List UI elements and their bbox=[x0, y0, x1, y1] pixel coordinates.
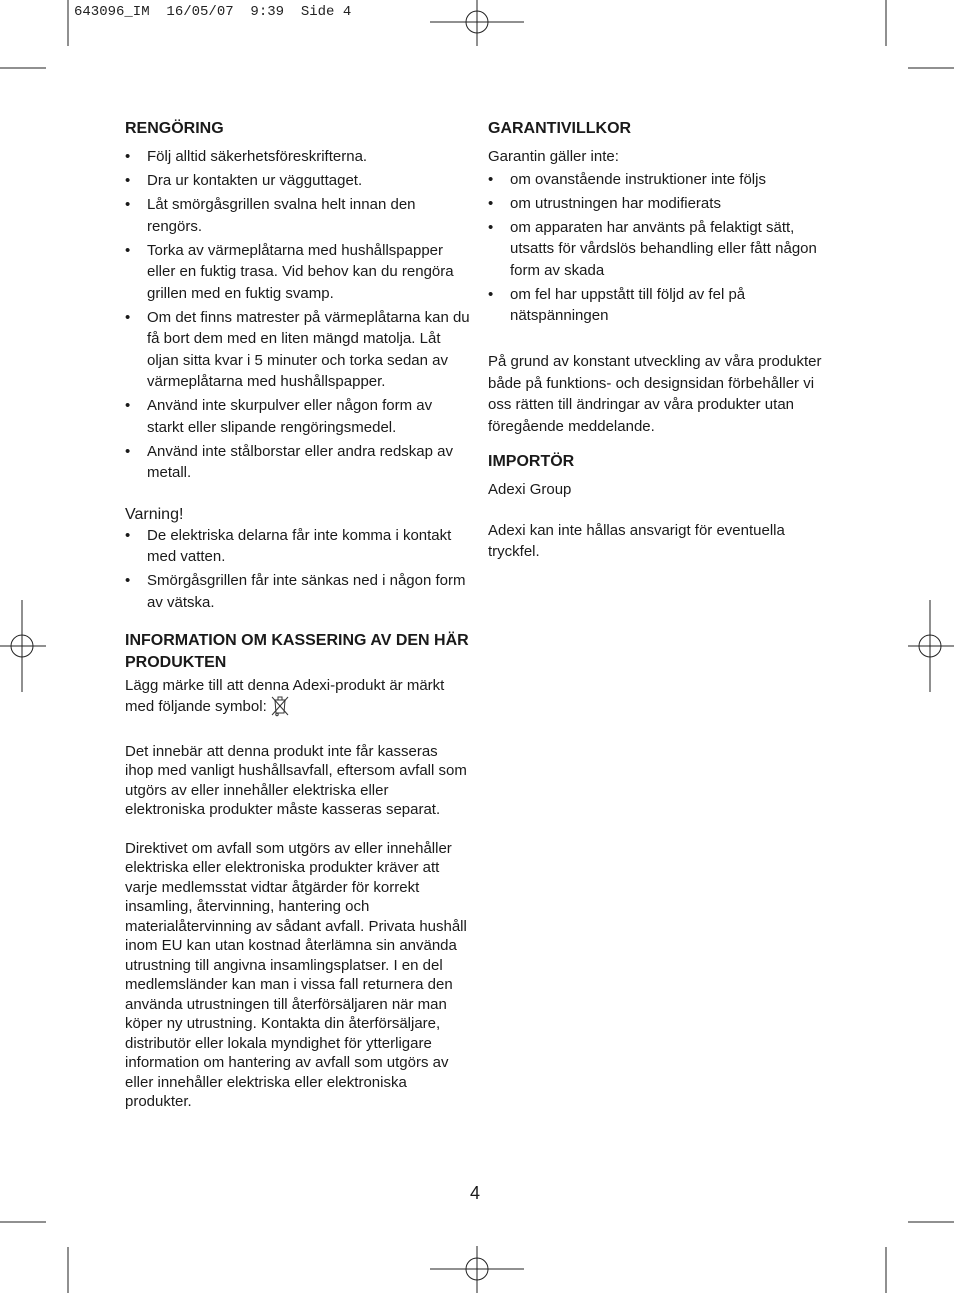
warning-heading: Varning! bbox=[125, 505, 184, 523]
warranty-intro: Garantin gäller inte: bbox=[488, 148, 619, 165]
cleaning-heading: RENGÖRING bbox=[125, 120, 224, 137]
list-item: • om fel har uppstått till följd av fel på nätspänningen bbox=[488, 284, 833, 327]
warranty-paragraph: På grund av konstant utveckling av våra produkter både på funktions- och designsidan förbehåller vi oss rätten till ändringar av våra produkter utan föregående meddelande. bbox=[488, 353, 822, 435]
list-item: • Smörgåsgrillen får inte sänkas ned i någon form av vätska. bbox=[125, 570, 470, 613]
importer-heading: IMPORTÖR bbox=[488, 453, 575, 470]
warranty-list bbox=[488, 169, 833, 327]
print-header: 643096_IM 16/05/07 9:39 Side 4 bbox=[74, 4, 352, 20]
left-column bbox=[125, 118, 470, 1112]
list-item: • Följ alltid säkerhetsföreskrifterna. bbox=[125, 146, 470, 168]
right-column bbox=[488, 118, 833, 563]
list-item: • Låt smörgåsgrillen svalna helt innan den rengörs. bbox=[125, 194, 470, 237]
page-number: 4 bbox=[470, 1183, 481, 1203]
warranty-heading: GARANTIVILLKOR bbox=[488, 120, 632, 137]
list-item: • om ovanstående instruktioner inte följs bbox=[488, 169, 833, 191]
importer-paragraph: Adexi kan inte hållas ansvarigt för eventuella tryckfel. bbox=[488, 521, 785, 560]
list-item: • De elektriska delarna får inte komma i kontakt med vatten. bbox=[125, 525, 470, 568]
warning-list bbox=[125, 525, 470, 614]
importer-name: Adexi Group bbox=[488, 481, 572, 498]
list-item: • Dra ur kontakten ur vägguttaget. bbox=[125, 170, 470, 192]
crossed-bin-icon bbox=[271, 695, 289, 723]
disposal-paragraph: Det innebär att denna produkt inte får kasseras ihop med vanligt hushållsavfall, eftersom avfall som utgörs av eller innehåller elektriska eller elektroniska produkter måste kasseras separat. bbox=[125, 742, 467, 818]
list-item: • Använd inte stålborstar eller andra redskap av metall. bbox=[125, 441, 470, 484]
disposal-text: Lägg märke till att denna Adexi-produkt är märkt med följande symbol: bbox=[125, 676, 445, 715]
disposal-heading: INFORMATION OM KASSERING AV DEN HÄR PRODUKTEN bbox=[125, 631, 469, 671]
list-item: • Använd inte skurpulver eller någon form av starkt eller slipande rengöringsmedel. bbox=[125, 395, 470, 438]
cleaning-list bbox=[125, 146, 470, 484]
disposal-paragraph: Direktivet om avfall som utgörs av eller innehåller elektriska eller elektroniska produkter kräver att varje medlemsstat vidtar åtgärder för korrekt insamling, återvinning, hantering och materialåtervinning av sådant avfall. Privata hushåll inom EU kan utan kostnad återlämna sin använda utrustning till angivna insamlingsplatser. I en del medlemsländer kan man i vissa fall returnera den använda utrustningen till återförsäljaren när man köper ny utrustning. Kontakta din återförsäljare, distributör eller lokala myndighet för ytterligare information om hantering av avfall som utgörs av eller innehåller elektriska eller elektroniska produkter. bbox=[125, 839, 467, 1110]
list-item: • Torka av värmeplåtarna med hushållspapper eller en fuktig trasa. Vid behov kan du rengöra grillen med en fuktig svamp. bbox=[125, 240, 470, 305]
list-item: • Om det finns matrester på värmeplåtarna kan du få bort dem med en liten mängd matolja. Låt oljan sitta kvar i 5 minuter och torka sedan av värmeplåtarna med hushållspapper. bbox=[125, 307, 470, 393]
disposal-paragraph bbox=[125, 676, 470, 723]
list-item: • om apparaten har använts på felaktigt sätt, utsatts för vårdslös behandling eller fått någon form av skada bbox=[488, 217, 833, 282]
list-item: • om utrustningen har modifierats bbox=[488, 193, 833, 215]
